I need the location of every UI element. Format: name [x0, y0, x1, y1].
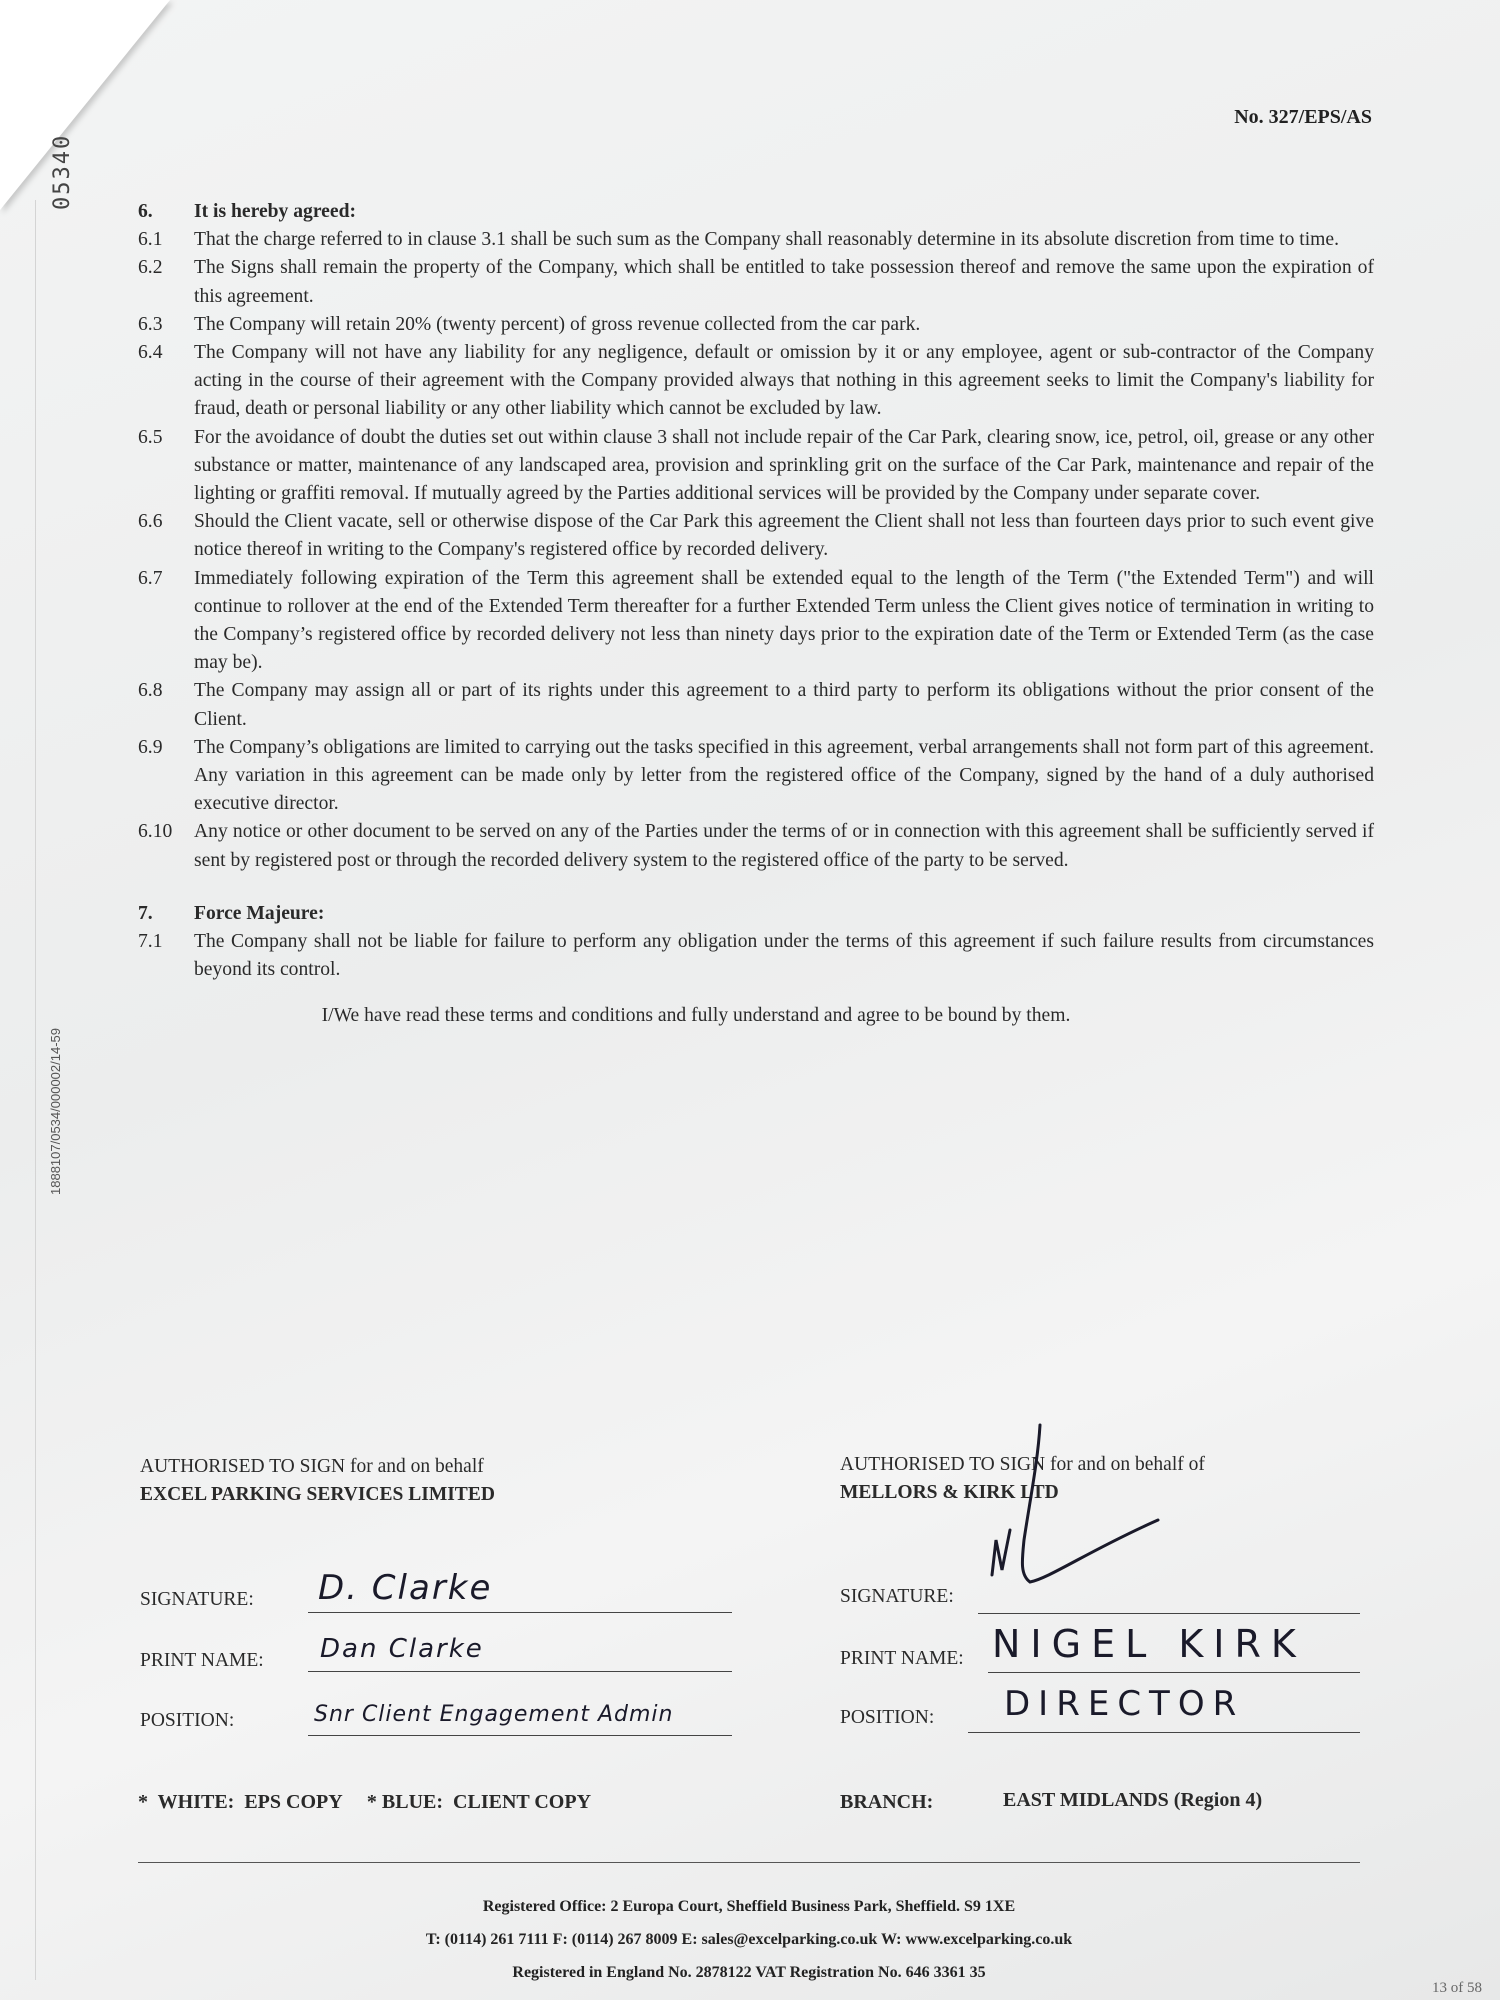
clause	[138, 254, 1374, 310]
clause-number: 6.3	[138, 313, 163, 335]
copy-distribution: * WHITE: EPS COPY * BLUE: CLIENT COPY	[138, 1791, 592, 1813]
clause-text: The Company will retain 20% (twenty percent) of gross revenue collected from the car park.	[194, 313, 921, 335]
left-print-name-label: PRINT NAME:	[140, 1650, 264, 1671]
clause	[138, 818, 1374, 874]
clause-text: Immediately following expiration of the Term this agreement shall be extended equal to the length of the Term ("the Extended Term") and will continue to rollover at the end of the Extended Term thereafter for a further Extended Term unless the Client gives notice of termination in writing to the Company’s registered office by recorded delivery not less than ninety days prior to the expiration date of the Term or Extended Term (as the case may be).	[194, 567, 1374, 674]
clause-text: The Company shall not be liable for failure to perform any obligation under the terms of this agreement if such failure results from circumstances beyond its control.	[194, 931, 1374, 981]
clause-text: The Company will not have any liability for any negligence, default or omission by it or any employee, agent or sub-contractor of the Company acting in the course of their agreement with the Company provided always that nothing in this agreement seeks to limit the Company's liability for fraud, death or personal liability or any other liability which cannot be excluded by law.	[194, 342, 1374, 420]
section-number: 6.	[138, 201, 153, 222]
right-signature-label: SIGNATURE:	[840, 1586, 954, 1607]
clause-number: 7.1	[138, 931, 163, 953]
clause-text: For the avoidance of doubt the duties set out within clause 3 shall not include repair of the Car Park, clearing snow, ice, petrol, oil, grease or any other substance or matter, maintenance of any landscaped area, provision and sprinkling grit on the surface of the Car Park, maintenance and repair of the lighting or graffiti removal. If mutually agreed by the Parties additional services will be provided by the Company under separate cover.	[194, 426, 1374, 505]
left-position-label: POSITION:	[140, 1710, 235, 1731]
position-line	[308, 1735, 732, 1736]
clause	[138, 424, 1374, 509]
authorised-label: AUTHORISED TO SIGN for and on behalf of	[840, 1454, 1205, 1475]
left-position: Snr Client Engagement Admin	[314, 1702, 674, 1727]
company-name: EXCEL PARKING SERVICES LIMITED	[140, 1484, 495, 1505]
clause	[138, 339, 1374, 424]
clause-number: 6.1	[138, 229, 163, 251]
clause-number: 6.7	[138, 567, 163, 589]
section-heading	[138, 198, 1374, 226]
clause	[138, 928, 1374, 984]
side-reference-stamp: 1888107/0534/000002/14-59	[48, 1028, 63, 1195]
clause-number: 6.6	[138, 511, 163, 533]
footer-contact: T: (0114) 261 7111 F: (0114) 267 8009 E: sales@excelparking.co.uk W: www.excelparking.co.uk	[425, 1931, 1073, 1948]
clause	[138, 508, 1374, 564]
right-signature-scribble	[980, 1420, 1180, 1620]
clause-number: 6.9	[138, 736, 163, 758]
branch-value: EAST MIDLANDS (Region 4)	[1003, 1789, 1263, 1811]
margin-rule	[35, 200, 36, 1980]
section-number: 7.	[138, 902, 153, 924]
folded-corner	[0, 0, 170, 210]
position-line	[968, 1732, 1360, 1733]
clause	[138, 311, 1374, 339]
clause	[138, 226, 1374, 254]
right-position-label: POSITION:	[840, 1707, 935, 1728]
right-print-name: NIGEL KIRK	[992, 1622, 1306, 1666]
print-name-line	[988, 1672, 1360, 1673]
footer-registered-office: Registered Office: 2 Europa Court, Sheffield Business Park, Sheffield. S9 1XE	[482, 1898, 1016, 1915]
company-name: MELLORS & KIRK LTD	[840, 1482, 1059, 1503]
signature-line	[978, 1613, 1360, 1614]
branch-label: BRANCH:	[840, 1791, 934, 1813]
left-print-name: Dan Clarke	[320, 1634, 484, 1664]
acknowledgement-statement: I/We have read these terms and conditions and fully understand and agree to be bound by them.	[321, 1005, 1071, 1027]
clause-text: That the charge referred to in clause 3.1 shall be such sum as the Company shall reasonably determine in its absolute discretion from time to time.	[194, 229, 1340, 251]
left-signatory-header	[140, 1453, 495, 1509]
right-position: DIRECTOR	[1004, 1684, 1245, 1724]
clause	[138, 734, 1374, 819]
left-signature: D. Clarke	[318, 1568, 493, 1608]
clause	[138, 677, 1374, 733]
section-heading	[138, 900, 1374, 928]
authorised-label: AUTHORISED TO SIGN for and on behalf	[140, 1456, 484, 1477]
clause-number: 6.2	[138, 257, 163, 279]
section-gap	[138, 875, 1374, 900]
print-name-line	[308, 1671, 732, 1672]
clause-number: 6.8	[138, 680, 163, 702]
page-number: 13 of 58	[1432, 1980, 1482, 1996]
right-print-name-label: PRINT NAME:	[840, 1648, 964, 1669]
clause-text: Should the Client vacate, sell or otherwise dispose of the Car Park this agreement the Client shall not less than fourteen days prior to such event give notice thereof in writing to the Company's registered office by recorded delivery.	[194, 511, 1374, 561]
footer-divider	[138, 1862, 1360, 1863]
company-footer	[138, 1890, 1360, 1989]
document-number: No. 327/EPS/AS	[1234, 106, 1372, 128]
clause-text: Any notice or other document to be served on any of the Parties under the terms of or in connection with this agreement shall be sufficiently served if sent by registered post or through the recorded delivery system to the registered office of the party to be served.	[194, 821, 1374, 871]
clause	[138, 565, 1374, 678]
clause-number: 6.5	[138, 426, 163, 448]
signature-line	[308, 1612, 732, 1613]
clause-text: The Company’s obligations are limited to carrying out the tasks specified in this agreement, verbal arrangements shall not form part of this agreement. Any variation in this agreement can be made only by letter from the registered office of the Company, signed by the hand of a duly authorised executive director.	[194, 736, 1374, 815]
section-title: Force Majeure:	[194, 902, 325, 924]
terms-body	[138, 198, 1374, 1031]
footer-registration: Registered in England No. 2878122 VAT Registration No. 646 3361 35	[512, 1964, 986, 1981]
stamp-number: 05340	[50, 133, 75, 210]
clause-number: 6.10	[138, 821, 173, 843]
left-signature-label: SIGNATURE:	[140, 1589, 254, 1610]
clause-text: The Company may assign all or part of its rights under this agreement to a third party to perform its obligations without the prior consent of the Client.	[194, 680, 1374, 730]
section-title: It is hereby agreed:	[194, 201, 356, 222]
clause-text: The Signs shall remain the property of the Company, which shall be entitled to take possession thereof and remove the same upon the expiration of this agreement.	[194, 257, 1374, 307]
clause-number: 6.4	[138, 342, 163, 364]
